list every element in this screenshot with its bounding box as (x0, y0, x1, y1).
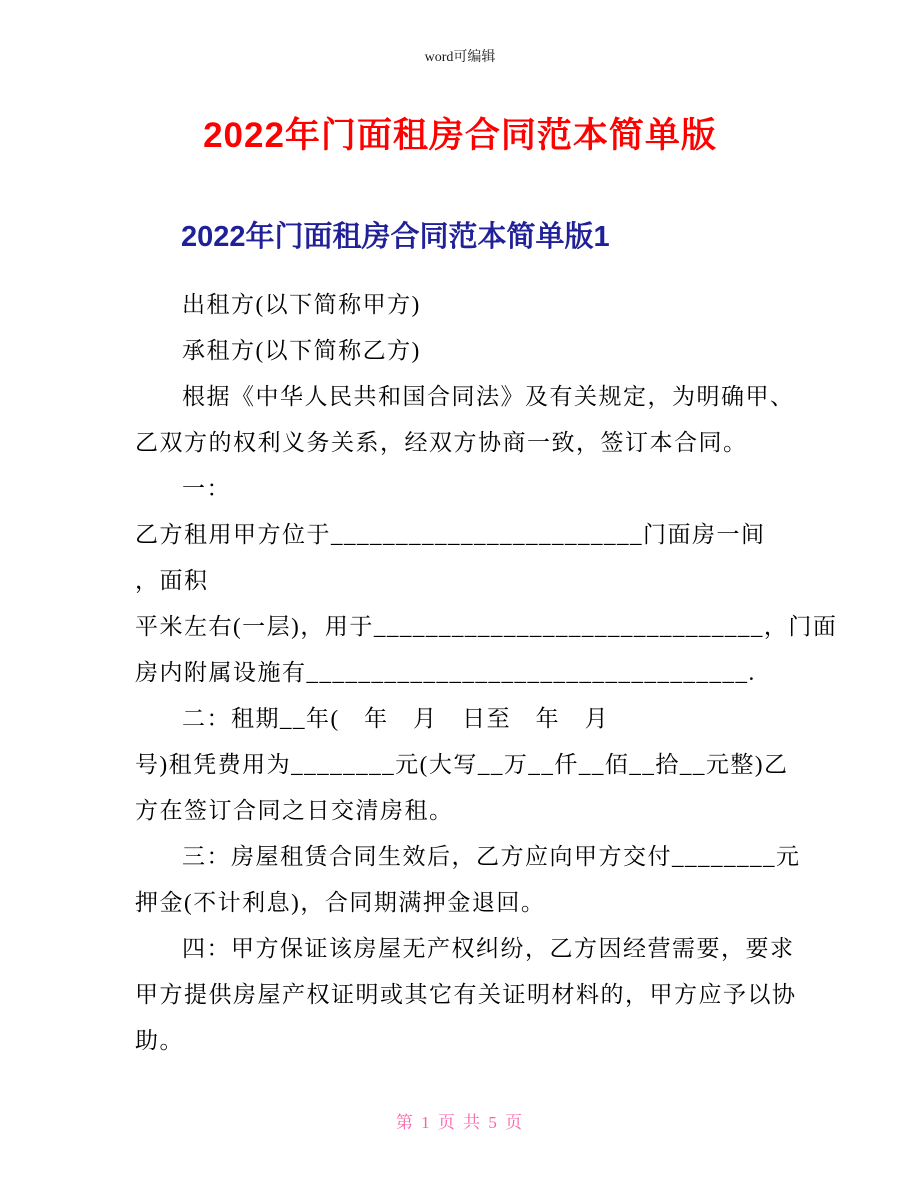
text-line: 平米左右(一层)，用于______________________________，门面 (135, 614, 838, 639)
text-line: 方在签订合同之日交清房租。 (135, 798, 454, 823)
text-line: 根据《中华人民共和国合同法》及有关规定，为明确甲、 (182, 384, 795, 409)
text-line: 助。 (135, 1028, 184, 1053)
header-watermark: word可编辑 (424, 50, 496, 65)
text-line: 承租方(以下简称乙方) (182, 338, 421, 363)
text-line: 甲方提供房屋产权证明或其它有关证明材料的，甲方应予以协 (135, 982, 797, 1007)
document-title: 2022年门面租房合同范本简单版 (203, 116, 717, 155)
text-line: 出租方(以下简称甲方) (182, 292, 421, 317)
document-body (135, 282, 838, 1064)
section-heading: 2022年门面租房合同范本简单版1 (181, 221, 610, 253)
text-line: 二：租期__年( 年 月 日至 年 月 (182, 706, 610, 731)
text-line: 乙双方的权利义务关系，经双方协商一致，签订本合同。 (135, 430, 748, 455)
text-line: 押金(不计利息)，合同期满押金退回。 (135, 890, 546, 915)
text-line: ，面积 (135, 568, 209, 593)
text-line: 四：甲方保证该房屋无产权纠纷，乙方因经营需要，要求 (182, 936, 795, 961)
page-footer: 第 1 页 共 5 页 (395, 1113, 525, 1132)
text-line: 一： (182, 476, 231, 501)
text-line: 号)租凭费用为________元(大写__万__仟__佰__拾__元整)乙 (135, 752, 789, 777)
text-line: 房内附属设施有__________________________________. (135, 660, 756, 685)
text-line: 三：房屋租赁合同生效后，乙方应向甲方交付________元 (182, 844, 801, 869)
text-line: 乙方租用甲方位于________________________门面房一间 (135, 522, 766, 547)
